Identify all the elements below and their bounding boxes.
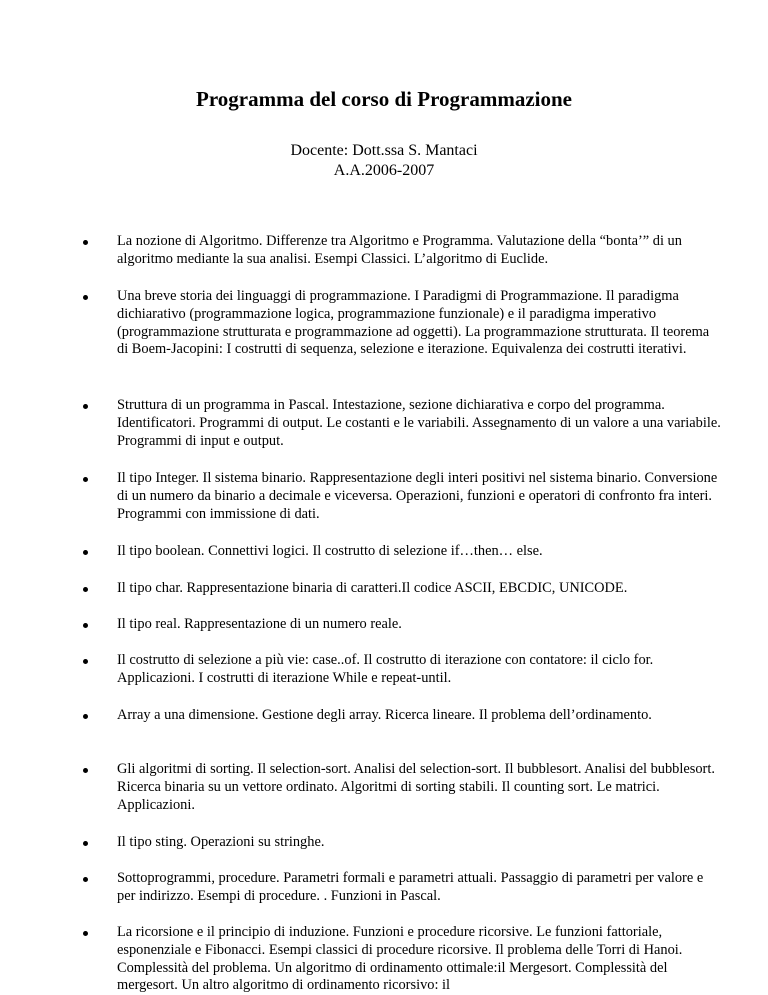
bullet-icon bbox=[83, 768, 88, 773]
topic-text: Struttura di un programma in Pascal. Intestazione, sezione dichiarativa e corpo del programma. Identificatori. Programmi di output. Le costanti e le variabili. Assegnamento di un valore a una variabile. Programmi di input e output. bbox=[117, 397, 721, 449]
topic-text: Gli algoritmi di sorting. Il selection-sort. Analisi del selection-sort. Il bubblesort. Analisi del bubblesort. Ricerca binaria su un vettore ordinato. Algoritmi di sorting stabili. Il counting sort. Le matrici. Applicazioni. bbox=[117, 761, 715, 813]
bullet-icon bbox=[83, 404, 88, 409]
topic-text: Il tipo Integer. Il sistema binario. Rappresentazione degli interi positivi nel sistema binario. Conversione di un numero da binario a decimale e viceversa. Operazioni, funzioni e operatori di confronto fra interi. Programmi con immissione di dati. bbox=[117, 470, 718, 522]
bullet-icon bbox=[83, 240, 88, 245]
topic-text: Il tipo boolean. Connettivi logici. Il costrutto di selezione if…then… else. bbox=[117, 543, 543, 559]
bullet-icon bbox=[83, 714, 88, 719]
bullet-icon bbox=[83, 877, 88, 882]
topic-text: Sottoprogrammi, procedure. Parametri formali e parametri attuali. Passaggio di parametri per valore e per indirizzo. Esempi di procedure. . Funzioni in Pascal. bbox=[117, 870, 704, 904]
topic-text: Il tipo sting. Operazioni su stringhe. bbox=[117, 834, 325, 850]
bullet-icon bbox=[83, 477, 88, 482]
academic-year-line: A.A.2006-2007 bbox=[333, 162, 435, 179]
bullet-icon bbox=[83, 841, 88, 846]
bullet-icon bbox=[83, 550, 88, 555]
topic-text: Il tipo char. Rappresentazione binaria di caratteri.Il codice ASCII, EBCDIC, UNICODE. bbox=[117, 580, 628, 596]
topic-text: La nozione di Algoritmo. Differenze tra Algoritmo e Programma. Valutazione della “bonta’” di un algoritmo mediante la sua analisi. Esempi Classici. L’algoritmo di Euclide. bbox=[117, 233, 682, 267]
page-title: Programma del corso di Programmazione bbox=[196, 87, 572, 111]
bullet-icon bbox=[83, 931, 88, 936]
topic-text: Array a una dimensione. Gestione degli array. Ricerca lineare. Il problema dell’ordinamento. bbox=[117, 707, 652, 723]
bullet-icon bbox=[83, 623, 88, 628]
bullet-icon bbox=[83, 587, 88, 592]
topic-text: La ricorsione e il principio di induzione. Funzioni e procedure ricorsive. Le funzioni fattoriale, esponenziale e Fibonacci. Esempi classici di procedure ricorsive. Il problema delle Torri di Hanoi. Complessità del problema. Un algoritmo di ordinamento ottimale:il Mergesort. Complessità del mergesort. Un altro algoritmo di ordinamento ricorsivo: il bbox=[117, 924, 683, 994]
topic-text: Una breve storia dei linguaggi di programmazione. I Paradigmi di Programmazione. Il paradigma dichiarativo (programmazione logica, programmazione funzionale) e il paradigma imperativo (programmazione strutturata e programmazione ad oggetti). La programmazione strutturata. Il teorema di Boem-Jacopini: I costrutti di sequenza, selezione e iterazione. Equivalenza dei costrutti iterativi. bbox=[117, 288, 710, 358]
topic-text: Il costrutto di selezione a più vie: case..of. Il costrutto di iterazione con contatore: il ciclo for. Applicazioni. I costrutti di iterazione While e repeat-until. bbox=[117, 652, 654, 686]
bullet-icon bbox=[83, 295, 88, 300]
topic-text: Il tipo real. Rappresentazione di un numero reale. bbox=[117, 616, 402, 632]
instructor-line: Docente: Dott.ssa S. Mantaci bbox=[290, 142, 478, 159]
bullet-icon bbox=[83, 659, 88, 664]
